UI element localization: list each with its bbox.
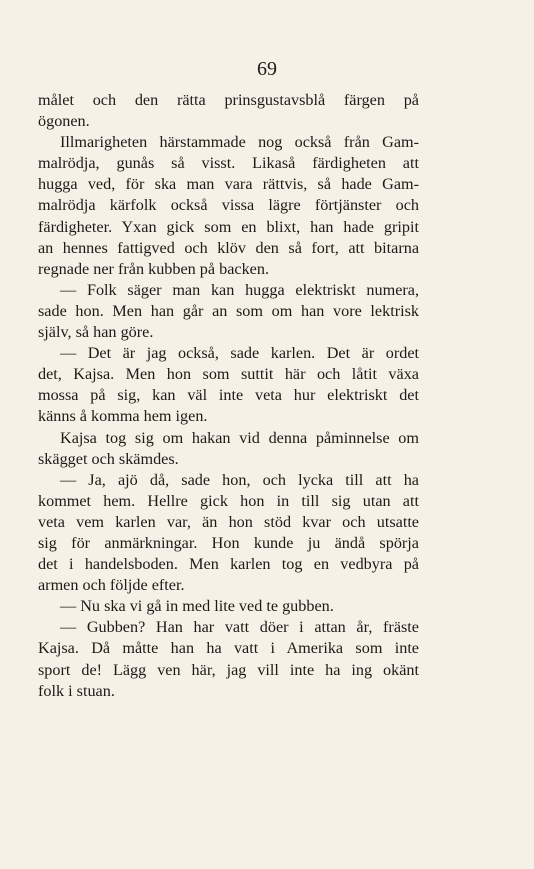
text-line: armen och följde efter. — [38, 576, 185, 595]
text-line: — Gubben? Han har vatt döer i attan år, fräste — [60, 618, 419, 637]
text-line: malrödja kärfolk också vissa lägre förtjänster och — [38, 196, 419, 215]
paragraph — [38, 470, 419, 597]
text-line: — Folk säger man kan hugga elektriskt numera, — [60, 280, 419, 299]
text-line: Illmarigheten härstammade nog också från Gam- — [60, 133, 419, 152]
text-line: mossa på sig, kan väl inte veta hur elektriskt det — [38, 386, 419, 405]
text-line: sport de! Lägg ven här, jag vill inte ha ing okänt — [38, 660, 419, 679]
text-line: an hennes fattigved och klöv den så fort, att bitarna — [38, 238, 419, 257]
text-line: sade hon. Men han går an som om han vore lektrisk — [38, 301, 419, 320]
text-line: Kajsa. Då måtte han ha vatt i Amerika som inte — [38, 639, 419, 658]
body-text — [38, 90, 419, 702]
text-line: det, Kajsa. Men hon som suttit här och låtit växa — [38, 365, 419, 384]
text-line: ögonen. — [38, 112, 90, 131]
paragraph — [38, 90, 419, 132]
text-line: känns å komma hem igen. — [38, 407, 208, 426]
text-line: Kajsa tog sig om hakan vid denna påminnelse om — [60, 428, 419, 447]
text-line: — Det är jag också, sade karlen. Det är ordet — [60, 344, 419, 363]
paragraph — [38, 428, 419, 470]
text-line: kommet hem. Hellre gick hon in till sig utan att — [38, 491, 419, 510]
text-line: — Nu ska vi gå in med lite ved te gubben. — [60, 597, 334, 616]
paragraph — [38, 280, 419, 343]
paragraph — [38, 132, 419, 280]
page-number: 69 — [257, 58, 277, 80]
text-line: det i handelsboden. Men karlen tog en vedbyra på — [38, 555, 419, 574]
text-line: hugga ved, för ska man vara rättvis, så hade Gam- — [38, 175, 419, 194]
paragraph — [38, 343, 419, 427]
paragraph — [38, 617, 419, 701]
text-line: veta vem karlen var, än hon stöd kvar och utsatte — [38, 512, 419, 531]
text-line: själv, så han göre. — [38, 323, 154, 342]
text-line: färdigheter. Yxan gick som en blixt, han hade gripit — [38, 217, 419, 236]
text-line: folk i stuan. — [38, 681, 115, 700]
text-line: sig för anmärkningar. Hon kunde ju ändå spörja — [38, 533, 419, 552]
text-line: skägget och skämdes. — [38, 449, 179, 468]
paragraph — [38, 596, 419, 617]
text-line: målet och den rätta prinsgustavsblå färgen på — [38, 91, 419, 109]
text-line: — Ja, ajö då, sade hon, och lycka till att ha — [60, 470, 419, 489]
text-line: regnade ner från kubben på backen. — [38, 259, 270, 278]
text-line: malrödja, gunås så visst. Likaså färdigheten att — [38, 154, 419, 173]
